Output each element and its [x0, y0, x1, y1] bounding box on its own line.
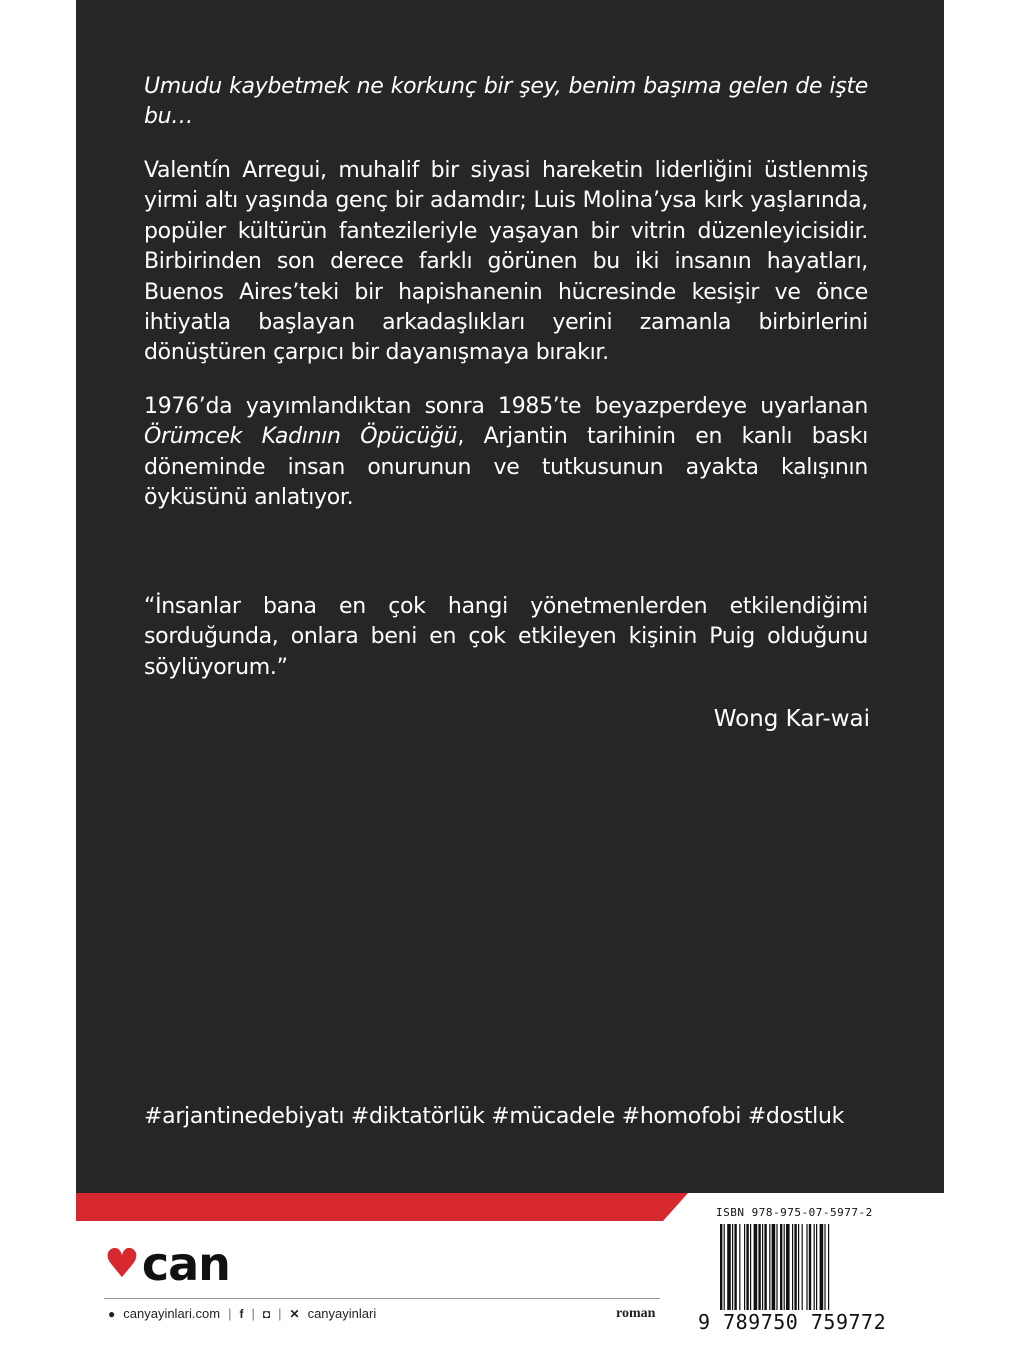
- barcode-digits: 9 789750 759772: [698, 1310, 887, 1334]
- book-title: Örümcek Kadının Öpücüğü: [144, 424, 458, 450]
- publisher-footer: [108, 1306, 376, 1321]
- barcode-bar: [802, 1224, 803, 1320]
- barcode-bar: [732, 1224, 733, 1320]
- separator: |: [228, 1306, 232, 1321]
- barcode-bar: [750, 1224, 751, 1320]
- barcode-bar: [744, 1224, 745, 1320]
- barcode-bar: [746, 1224, 748, 1320]
- instagram-icon[interactable]: ◘: [262, 1306, 271, 1321]
- barcode-bar: [720, 1224, 722, 1320]
- barcode-bar: [809, 1224, 811, 1320]
- category-label: roman: [616, 1306, 656, 1321]
- barcode-bar: [794, 1224, 796, 1320]
- barcode-bar: [786, 1224, 790, 1320]
- barcode-bar: [764, 1224, 766, 1320]
- publisher-logo: [104, 1237, 230, 1291]
- dark-panel: [76, 0, 944, 1193]
- para-text: 1976’da yayımlandıktan sonra 1985’te beyazperdeye uyarlanan: [144, 394, 868, 419]
- logo-text: can: [141, 1237, 230, 1291]
- isbn-label: ISBN 978-975-07-5977-2: [716, 1206, 873, 1219]
- book-back-cover: [76, 0, 944, 1360]
- barcode-bar: [828, 1224, 829, 1320]
- x-icon[interactable]: ✕: [289, 1306, 300, 1321]
- divider: [104, 1298, 660, 1299]
- barcode-bar: [820, 1224, 824, 1320]
- quote-author: Wong Kar-wai: [713, 706, 870, 732]
- facebook-icon[interactable]: f: [239, 1306, 244, 1321]
- barcode-bar: [769, 1224, 770, 1320]
- barcode-bar: [762, 1224, 763, 1320]
- globe-icon: ●: [108, 1306, 116, 1321]
- separator: |: [251, 1306, 255, 1321]
- heart-icon: ♥: [104, 1241, 140, 1287]
- barcode: [720, 1224, 876, 1320]
- barcode-bar: [798, 1224, 799, 1320]
- synopsis-paragraph: Valentín Arregui, muhalif bir siyasi hareketin liderliğini üstlenmiş yirmi altı yaşında genç bir adamdır; Luis Molina’ysa kırk yaşlarında, popüler kültürün fantezileriyle yaşayan bir vitrin düzenleyicisidir. Birbirinden son derece farklı görünen bu iki insanın hayatları, Buenos Aires’teki bir hapishanenin hücresinde kesişir ve önce ihtiyatla başlayan arkadaşlıkları yerini zamanla birbirlerini dönüştüren çarpıcı bir dayanışmaya bırakır.: [144, 158, 868, 366]
- barcode-bar: [814, 1224, 815, 1320]
- social-handle[interactable]: canyayinlari: [307, 1306, 377, 1321]
- barcode-bar: [727, 1224, 731, 1320]
- barcode-bar: [739, 1224, 740, 1320]
- blurb-quote: “İnsanlar bana en çok hangi yönetmenlerden etkilendiğimi sorduğunda, onlara beni en çok etkileyen kişinin Puig olduğunu söylüyorum.”: [144, 594, 868, 680]
- website-link[interactable]: canyayinlari.com: [123, 1306, 221, 1321]
- barcode-bar: [772, 1224, 776, 1320]
- publication-paragraph: [144, 392, 868, 514]
- barcode-bar: [758, 1224, 760, 1320]
- barcode-bar: [784, 1224, 785, 1320]
- barcode-bar: [806, 1224, 807, 1320]
- barcode-bar: [776, 1224, 777, 1320]
- barcode-bar: [724, 1224, 725, 1320]
- barcode-bar: [780, 1224, 782, 1320]
- separator: |: [278, 1306, 282, 1321]
- barcode-bar: [734, 1224, 736, 1320]
- barcode-bar: [792, 1224, 793, 1320]
- para-text: , Arjantin tarihinin en kanlı baskı döneminde insan onurunun ve tutkusunun ayakta kalışının öyküsünü anlatıyor.: [144, 424, 868, 511]
- hashtags: #arjantinedebiyatı #diktatörlük #mücadele #homofobi #dostluk: [144, 1104, 845, 1129]
- barcode-bar: [816, 1224, 817, 1320]
- epigraph: Umudu kaybetmek ne korkunç bir şey, benim başıma gelen de işte bu…: [144, 74, 868, 130]
- barcode-bar: [824, 1224, 825, 1320]
- barcode-bar: [754, 1224, 758, 1320]
